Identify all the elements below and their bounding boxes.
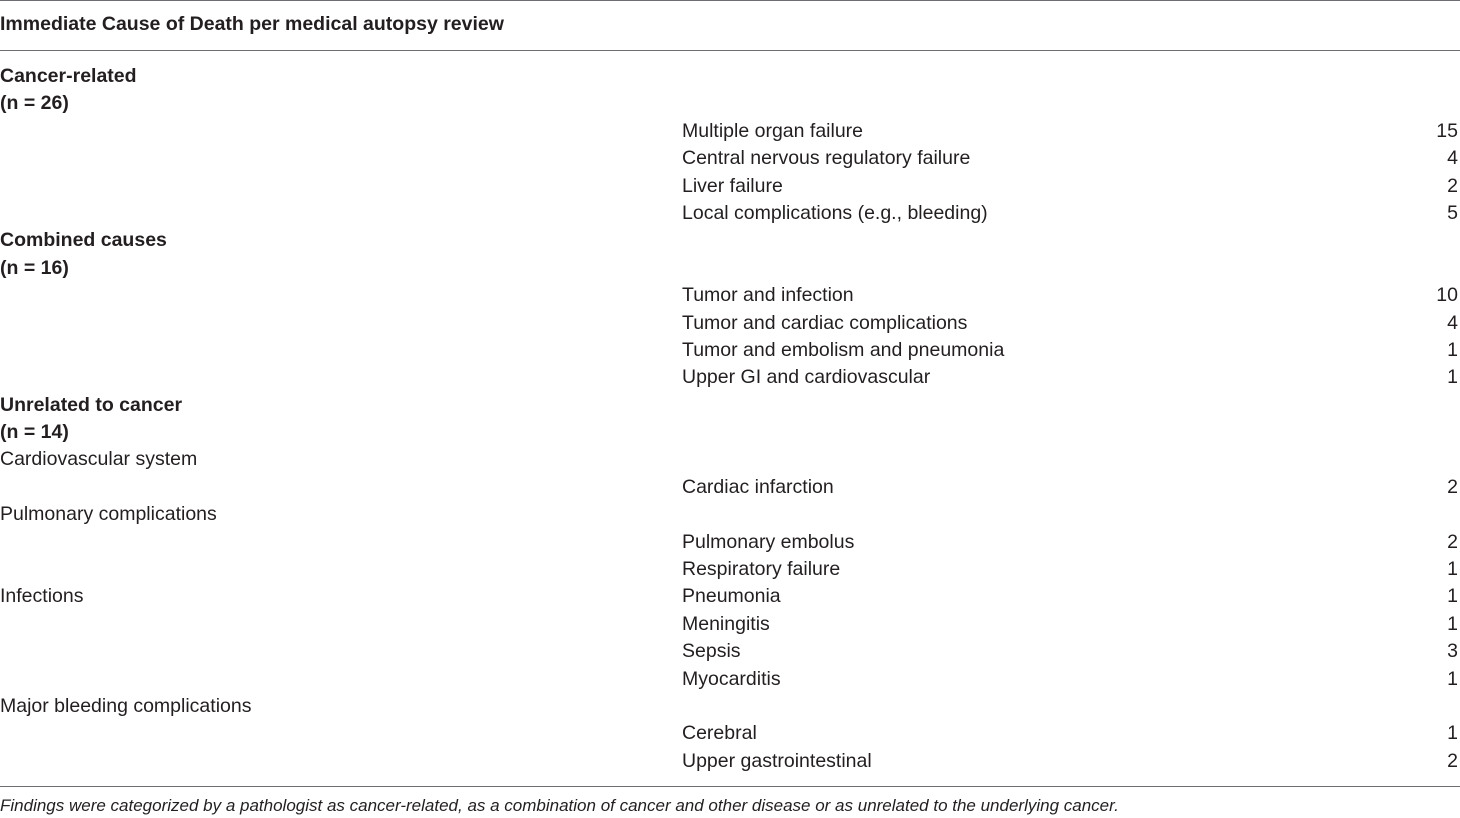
case-count: 10: [1436, 284, 1458, 307]
table-body: [0, 63, 1460, 775]
table-row: [0, 173, 1460, 200]
table-row: [0, 310, 1460, 337]
cause-label: Tumor and cardiac complications: [682, 311, 968, 334]
subcategory-label: Pulmonary complications: [0, 503, 217, 526]
category-label: (n = 26): [0, 92, 69, 115]
cause-label: Tumor and infection: [682, 284, 854, 307]
table-row: [0, 118, 1460, 145]
table-row: [0, 255, 1460, 282]
cause-label: Myocarditis: [682, 667, 781, 690]
table-row: [0, 446, 1460, 473]
table-footnote: Findings were categorized by a pathologist as cancer-related, as a combination of cancer and other disease or as unrelated to the underlying cancer.: [0, 796, 1119, 815]
table-row: [0, 666, 1460, 693]
cause-label: Multiple organ failure: [682, 119, 864, 142]
cause-label: Central nervous regulatory failure: [682, 147, 971, 170]
table-row: [0, 364, 1460, 391]
table-row: [0, 501, 1460, 528]
subcategory-label: Infections: [0, 585, 84, 608]
subcategory-label: Major bleeding complications: [0, 694, 252, 717]
table-row: [0, 63, 1460, 90]
table-row: [0, 583, 1460, 610]
case-count: 3: [1447, 640, 1458, 663]
cause-label: Upper gastrointestinal: [682, 749, 872, 772]
table-row: [0, 693, 1460, 720]
table-row: [0, 145, 1460, 172]
case-count: 1: [1447, 612, 1458, 635]
cause-label: Local complications (e.g., bleeding): [682, 201, 988, 224]
case-count: 1: [1447, 667, 1458, 690]
table-row: [0, 419, 1460, 446]
case-count: 1: [1447, 722, 1458, 745]
table-row: [0, 529, 1460, 556]
case-count: 2: [1447, 475, 1458, 498]
cause-label: Pneumonia: [682, 585, 781, 608]
cause-label: Cerebral: [682, 722, 757, 745]
category-label: Combined causes: [0, 229, 167, 252]
cause-label: Meningitis: [682, 612, 770, 635]
case-count: 1: [1447, 366, 1458, 389]
case-count: 1: [1447, 585, 1458, 608]
table-row: [0, 638, 1460, 665]
table-row: [0, 282, 1460, 309]
cause-label: Upper GI and cardiovascular: [682, 366, 931, 389]
table-row: [0, 90, 1460, 117]
table-header: Immediate Cause of Death per medical autopsy review: [0, 13, 504, 35]
case-count: 1: [1447, 558, 1458, 581]
case-count: 4: [1447, 147, 1458, 170]
subcategory-label: Cardiovascular system: [0, 448, 198, 471]
cause-label: Sepsis: [682, 640, 741, 663]
table-row: [0, 720, 1460, 747]
table-bottom-rule: [0, 786, 1460, 787]
table-header-rule: [0, 50, 1460, 51]
table-row: [0, 227, 1460, 254]
table-row: [0, 392, 1460, 419]
table-row: [0, 200, 1460, 227]
category-label: (n = 14): [0, 421, 69, 444]
table-row: [0, 556, 1460, 583]
cause-label: Respiratory failure: [682, 558, 841, 581]
case-count: 2: [1447, 174, 1458, 197]
case-count: 4: [1447, 311, 1458, 334]
category-label: Unrelated to cancer: [0, 393, 183, 416]
cause-label: Cardiac infarction: [682, 475, 834, 498]
cause-label: Tumor and embolism and pneumonia: [682, 338, 1005, 361]
case-count: 15: [1436, 119, 1458, 142]
table-row: [0, 474, 1460, 501]
category-label: Cancer-related: [0, 65, 137, 87]
table-row: [0, 611, 1460, 638]
table-row: [0, 748, 1460, 775]
category-label: (n = 16): [0, 256, 69, 279]
cause-label: Liver failure: [682, 174, 783, 197]
case-count: 2: [1447, 530, 1458, 553]
case-count: 5: [1447, 201, 1458, 224]
case-count: 1: [1447, 338, 1458, 361]
table-row: [0, 337, 1460, 364]
table-top-rule: [0, 0, 1460, 1]
case-count: 2: [1447, 749, 1458, 772]
cause-label: Pulmonary embolus: [682, 530, 855, 553]
